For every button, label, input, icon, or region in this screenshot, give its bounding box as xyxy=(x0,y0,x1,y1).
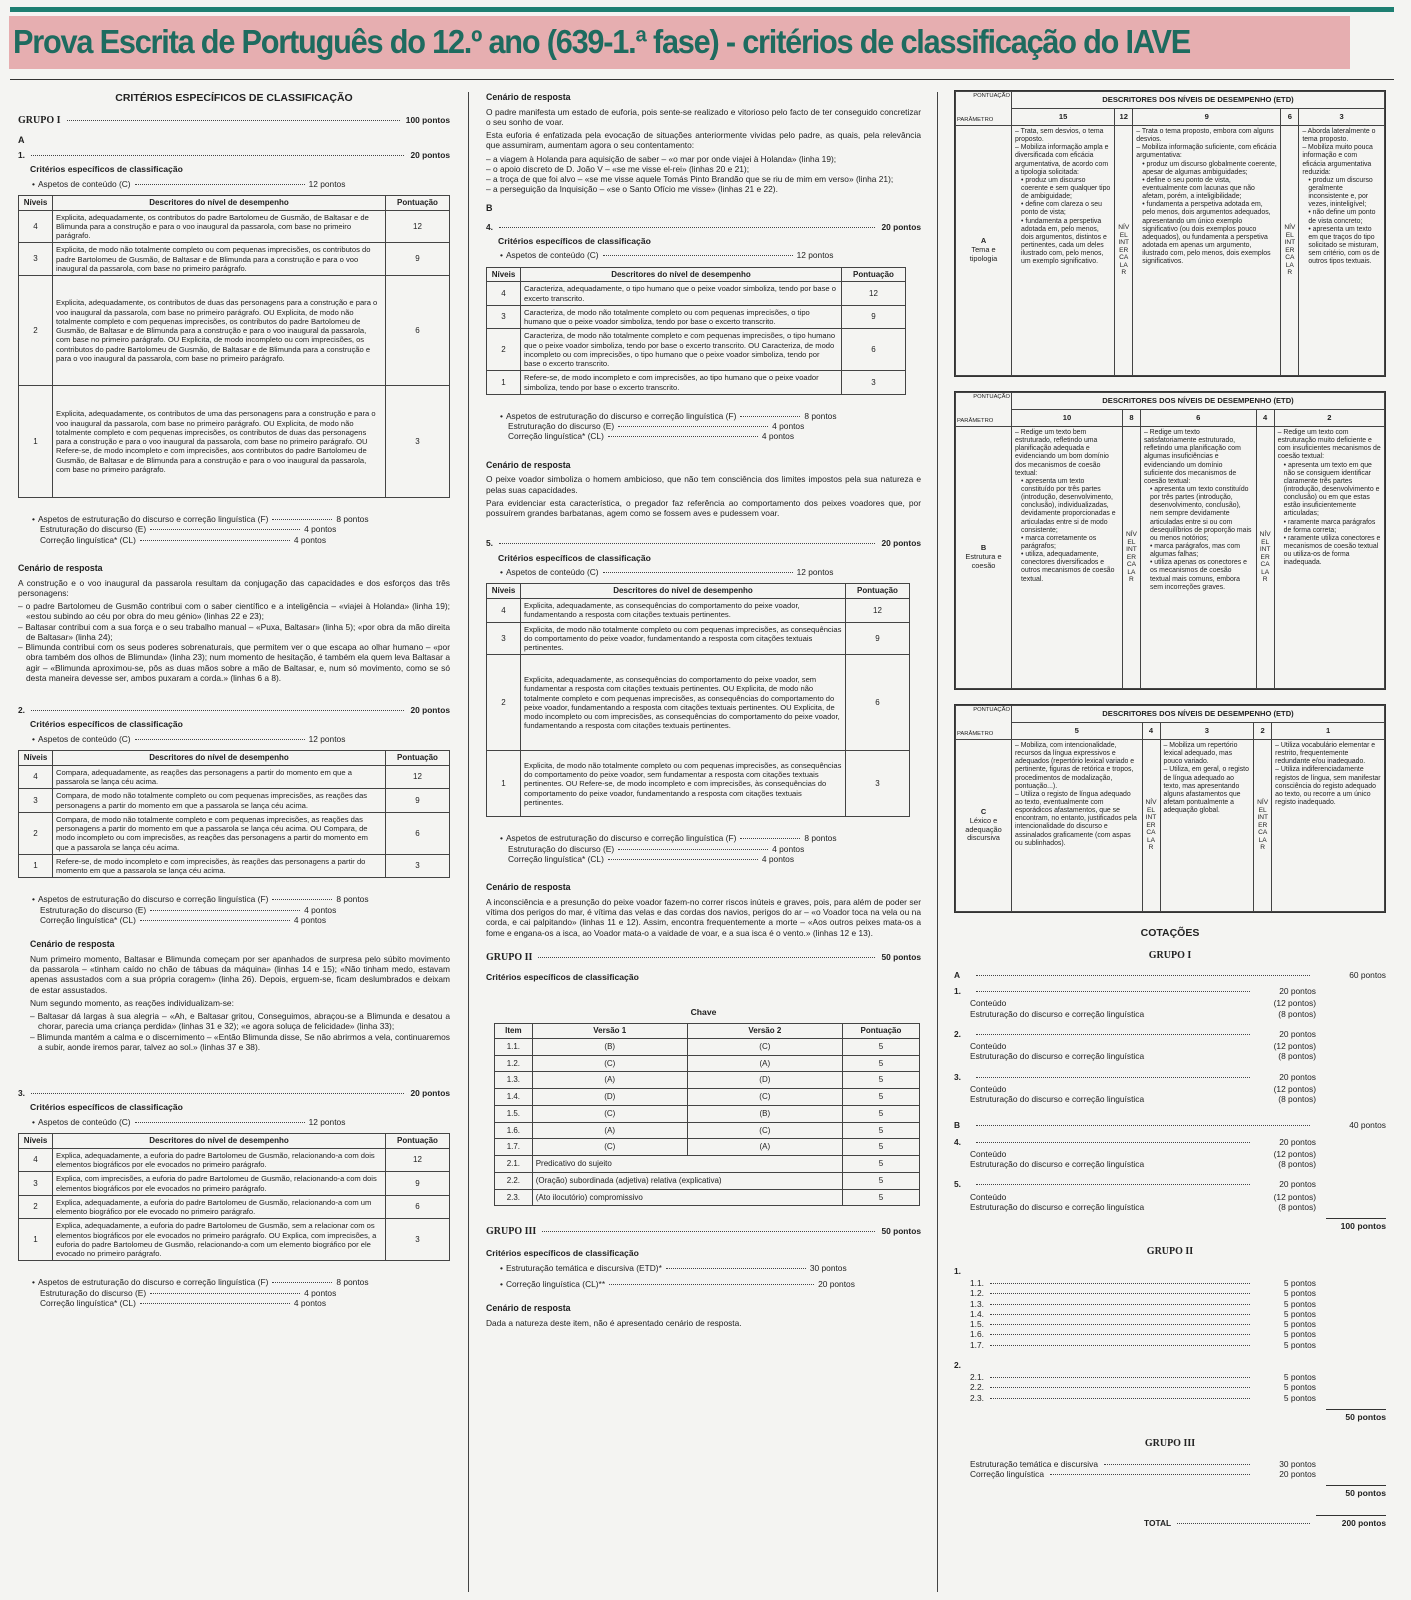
list-item: – Blimunda contribui com os seus poderes sobrenaturais, que permitem ver o que escapa ao olhar humano – «por obra também dos olhos de Blimunda» (linha 23); num momento de hesitação, é também ela quem leva Baltasar a agir – «Blimunda aproximou-se, pôs as duas mãos sobre a mão de Baltasar, e, num só movimento, como se só desta maneira devesse ser, ambos puxaram a corda.» (linhas 6 a 8). xyxy=(18,642,450,683)
col-item: Item xyxy=(495,1024,533,1039)
page-title: Prova Escrita de Português do 12.º ano (639-1.ª fase) - critérios de classificação do IAVE xyxy=(13,23,1191,61)
level-2: 2 xyxy=(1274,410,1384,427)
q1-number: 1. xyxy=(18,149,25,160)
table-row: 1.6. (A) (C) 5 xyxy=(495,1122,920,1139)
content-points: 12 pontos xyxy=(308,733,346,744)
content-points: 12 pontos xyxy=(308,1116,346,1127)
table-row: 3 Explica, com imprecisões, a euforia do padre Bartolomeu de Gusmão, relacionando-a com dois elementos biográficos por ele evocados no primeiro parágrafo. 9 xyxy=(19,1172,450,1196)
level-5: 5 xyxy=(1012,723,1143,740)
list-item: – o apoio discreto de D. João V – «se me visse el-rei» (linhas 20 e 21); xyxy=(486,163,750,174)
estrut-e-label: Estruturação do discurso (E) xyxy=(40,1287,147,1298)
cot-q4: 4. 20 pontos xyxy=(954,1136,1316,1147)
q1-points: 20 pontos xyxy=(410,149,450,160)
col-descritores: Descritores do nível de desempenho xyxy=(53,1134,386,1149)
col-pontuacao: Pontuação xyxy=(386,195,450,210)
table-row: 1.1. (B) (C) 5 xyxy=(495,1038,920,1055)
q4-number: 4. xyxy=(486,221,493,232)
etd-table-c xyxy=(954,704,1386,913)
q4-header xyxy=(486,222,921,232)
q4-scenario-p2: Para evidenciar esta característica, o pregador faz referência ao comportamento dos peixes voadores que, por possuírem grandes barbatanas, agem como se fossem aves e pudessem voar. xyxy=(486,497,921,519)
structure-label: Aspetos de estruturação do discurso e correção linguística (F) xyxy=(37,514,269,525)
col-pontuacao: Pontuação xyxy=(842,1024,919,1039)
etd-header: DESCRITORES DOS NÍVEIS DE DESEMPENHO (ETD) xyxy=(1012,393,1385,410)
q2-estrut-e xyxy=(40,905,450,915)
answer-key-table xyxy=(494,1023,920,1206)
q2-table xyxy=(18,750,450,878)
content-label: Aspetos de conteúdo (C) xyxy=(505,250,599,261)
q2-crit-label: Critérios específicos de classificação xyxy=(30,719,183,730)
cot-row: 1.1. 5 pontos xyxy=(970,1278,1316,1289)
correc-cl-points: 4 pontos xyxy=(761,431,795,442)
table-row: 2 Caracteriza, de modo não totalmente completo e com pequenas imprecisões, o tipo humano que o peixe voador simboliza, tendo por base o excerto transcrito. OU Caracteriza, de modo incompleto ou com imprecisões, o tipo humano que o peixe voador simboliza, tendo por base o excerto transcrito. 6 xyxy=(487,329,906,371)
pontuacao-label: PONTUAÇÃO xyxy=(973,394,1010,400)
q3-crit-label: Critérios específicos de classificação xyxy=(30,1102,183,1113)
q4-content-aspect: • Aspetos de conteúdo (C) 12 pontos xyxy=(500,250,834,261)
q5-table xyxy=(486,583,910,817)
crit-name: Estrutura e coesão xyxy=(965,552,1002,570)
crit-letter: C xyxy=(980,807,987,817)
estrut-e-label: Estruturação do discurso (E) xyxy=(508,843,615,854)
level-3: 3 xyxy=(1160,723,1254,740)
correc-cl-points: 4 pontos xyxy=(293,914,327,925)
column-1 xyxy=(18,88,450,1593)
level-6: 6 xyxy=(1140,410,1256,427)
criterion-b xyxy=(956,427,1012,689)
correc-cl-points: 4 pontos xyxy=(293,1297,327,1308)
col-pontuacao: Pontuação xyxy=(386,1134,450,1149)
q4-table xyxy=(486,267,906,395)
estrut-e-points: 4 pontos xyxy=(304,524,337,535)
correc-cl-label: Correção linguística* (CL) xyxy=(508,431,604,442)
q4-estrut-e xyxy=(508,421,921,431)
cot-row: 2.1. 5 pontos xyxy=(970,1372,1316,1383)
q1-crit-label: Critérios específicos de classificação xyxy=(30,164,183,175)
structure-points: 8 pontos xyxy=(336,894,369,905)
col-niveis: Níveis xyxy=(19,751,53,766)
grupo3-cl: • Correção linguística (CL)** 20 pontos xyxy=(500,1279,855,1290)
q2-correc-cl xyxy=(40,915,450,925)
level-8: 8 xyxy=(1122,410,1140,427)
grupo3-scenario-text: Dada a natureza deste item, não é apresentado cenário de resposta. xyxy=(486,1318,742,1329)
q1-structure-aspect: • Aspetos de estruturação do discurso e correção linguística (F) 8 pontos xyxy=(32,514,369,525)
q1-scenario-intro: A construção e o voo inaugural da passarola resultam da conjugação das capacidades e dos esforços das três personagens: xyxy=(18,577,450,598)
grupo2-crit-label: Critérios específicos de classificação xyxy=(486,972,639,983)
structure-label: Aspetos de estruturação do discurso e correção linguística (F) xyxy=(505,833,737,844)
q3-correc-cl xyxy=(40,1298,450,1308)
nivel-intercalar: NÍVEL INTERCALAR xyxy=(1256,427,1274,689)
pontuacao-label: PONTUAÇÃO xyxy=(973,93,1010,99)
table-row: 4 Explicita, adequadamente, os contributos do padre Bartolomeu de Gusmão, de Baltasar e de Blimunda para a construção e para o voo inaugural da passarola, com base no primeiro parágrafo. 12 xyxy=(19,210,450,243)
table-row: 1 Explica, adequadamente, a euforia do padre Bartolomeu de Gusmão, sem a relacionar com os elementos biográficos por ele evocados no primeiro parágrafo. OU Explica, com imprecisões, a euforia do padre Bartolomeu de Gusmão, relacionando-a com um elemento biográfico por ele evocado no primeiro parágrafo. 3 xyxy=(19,1219,450,1261)
col-niveis: Níveis xyxy=(19,1134,53,1149)
col-descritores: Descritores do nível de desempenho xyxy=(521,584,846,599)
structure-points: 8 pontos xyxy=(336,1277,369,1288)
q4-structure-aspect: • Aspetos de estruturação do discurso e correção linguística (F) 8 pontos xyxy=(500,410,837,421)
list-item: – a viagem à Holanda para aquisição de saber – «o mar por onde viajei à Holanda» (linha 19); xyxy=(486,153,837,164)
column-3 xyxy=(954,88,1386,1593)
table-row: 3 Explicita, de modo não totalmente completo ou com pequenas imprecisões, as consequências do comportamento do peixe voador, fundamentando a resposta com citações textuais pertinentes. 9 xyxy=(487,622,910,655)
grupo2-points: 50 pontos xyxy=(881,951,921,962)
structure-points: 8 pontos xyxy=(804,410,837,421)
crit-letter: B xyxy=(980,543,987,553)
level-desc: – Aborda lateralmente o tema proposto. – Mobiliza muito pouca informação e com eficácia argumentativa reduzida: • produz um discurso geralmente inconsistente e, por vezes, ininteligível; • não define um ponto de vista concreto; • apresenta um texto em que traços do tipo solicitado se misturam, sem critério, com os de outros tipos textuais. xyxy=(1299,126,1385,376)
level-10: 10 xyxy=(1012,410,1123,427)
table-row: 3 Explicita, de modo não totalmente completo ou com pequenas imprecisões, os contributos do padre Bartolomeu de Gusmão, de Baltasar e de Blimunda para a construção e para o voo inaugural da passarola, com base no primeiro parágrafo. 9 xyxy=(19,243,450,276)
cot-g1-total: 100 pontos xyxy=(1326,1218,1386,1231)
cotacoes xyxy=(954,927,1386,1528)
nivel-intercalar: NÍVEL INTERCALAR xyxy=(1142,740,1160,912)
q2-content-aspect: • Aspetos de conteúdo (C) 12 pontos xyxy=(32,733,346,744)
table-row: 1 Refere-se, de modo incompleto e com imprecisões, às reações das personagens a partir do momento em que a passarola se lança céu acima. 3 xyxy=(19,854,450,878)
q3-content-aspect: • Aspetos de conteúdo (C) 12 pontos xyxy=(32,1116,346,1127)
cotacoes-title: COTAÇÕES xyxy=(1140,927,1200,939)
q3-scenario-title: Cenário de resposta xyxy=(486,92,571,102)
cot-g2-2: 2. xyxy=(954,1359,961,1370)
list-item: – a troça de que foi alvo – «se me visse aquele Tomás Pinto Brandão que se riu de mim em verso» (linha 21); xyxy=(486,174,894,185)
level-15: 15 xyxy=(1012,109,1115,126)
level-desc: – Mobiliza um repertório lexical adequado, mas pouco variado. – Utiliza, em geral, o registo de língua adequado ao texto, mas apresentando alguns afastamentos que afetam pontualmente a adequação global. xyxy=(1160,740,1254,912)
cot-row: 1.5. 5 pontos xyxy=(970,1319,1316,1330)
grupo1-points: 100 pontos xyxy=(405,114,450,125)
col-descritores: Descritores do nível de desempenho xyxy=(53,751,386,766)
structure-label: Aspetos de estruturação do discurso e correção linguística (F) xyxy=(505,410,737,421)
q1-table xyxy=(18,195,450,498)
table-row: 2.3. (Ato ilocutório) compromissivo 5 xyxy=(495,1189,920,1206)
top-accent-line xyxy=(10,7,1394,12)
parametro-label: PARÂMETRO xyxy=(957,418,994,425)
nivel-intercalar: NÍVEL INTERCALAR xyxy=(1122,427,1140,689)
q3-scenario-p2: Esta euforia é enfatizada pela evocação de situações anteriormente vividas pelo padre, as quais, pela relevância que assumiram, aumentam agora o seu contentamento: xyxy=(486,130,921,151)
table-row: 3 Caracteriza, de modo não totalmente completo ou com pequenas imprecisões, o tipo humano que o peixe voador simboliza, tendo por base o excerto transcrito. 9 xyxy=(487,305,906,329)
level-desc: – Trata o tema proposto, embora com alguns desvios. – Mobiliza informação suficiente, com eficácia argumentativa: • produz um discurso globalmente coerente, apesar de algumas ambiguidades; • define o seu ponto de vista, eventualmente com lacunas que não afetam, porém, a inteligibilidade; • fundamenta a perspetiva adotada em, pelo menos, dois argumentos adequados, apresentando um único exemplo significativo (ou dois exemplos pouco adequados), ou fundamenta a perspetiva adotada em apenas um argumento, ilustrado com, pelo menos, dois exemplos significativos. xyxy=(1133,126,1281,376)
content-label: Aspetos de conteúdo (C) xyxy=(505,567,599,578)
table-row: 2 Explicita, adequadamente, os contributos de duas das personagens para a construção e para o voo inaugural da passarola, com base no primeiro parágrafo. OU Explicita, de modo não totalmente completo e com pequenas imprecisões, os contributos do padre Bartolomeu de Gusmão, de Baltasar e de Blimunda para a construção e para o voo inaugural da passarola, com base no primeiro parágrafo. OU Explicita, de modo incompleto ou com imprecisões, os contributos do padre Bartolomeu de Gusmão, de Baltasar e de Blimunda para a construção e para o voo inaugural da passarola, com base no primeiro parágrafo. 6 xyxy=(19,276,450,386)
col-niveis: Níveis xyxy=(19,195,53,210)
cot-q3: 3. 20 pontos xyxy=(954,1071,1316,1082)
cot-g3-cl: Correção linguística 20 pontos xyxy=(970,1468,1316,1479)
q3-structure-aspect: • Aspetos de estruturação do discurso e correção linguística (F) 8 pontos xyxy=(32,1277,369,1288)
estrut-e-points: 4 pontos xyxy=(772,843,805,854)
level-4: 4 xyxy=(1142,723,1160,740)
parametro-label: PARÂMETRO xyxy=(957,117,994,124)
cot-q1-c: Conteúdo (12 pontos) xyxy=(970,998,1316,1009)
correc-cl-label: Correção linguística* (CL) xyxy=(40,534,136,545)
cot-total: TOTAL 200 pontos xyxy=(954,1515,1386,1528)
cot-q4-e: Estruturação do discurso e correção linguística (8 pontos) xyxy=(970,1159,1316,1170)
table-row: 1.7. (C) (A) 5 xyxy=(495,1139,920,1156)
cot-q1: 1. 20 pontos xyxy=(954,986,1316,997)
cot-g2-1: 1. xyxy=(954,1265,961,1276)
list-item: – Blimunda mantém a calma e o discernimento – «Então Blimunda disse, Se não abrirmos a vela, continuaremos a subir, aonde iremos parar, talvez ao sol.» (linhas 37 e 38). xyxy=(30,1031,450,1052)
table-row: 1 Refere-se, de modo incompleto e com imprecisões, ao tipo humano que o peixe voador simboliza, tendo por base o excerto transcrito. 3 xyxy=(487,371,906,395)
grupo1-label: GRUPO I xyxy=(18,114,61,126)
q2-scenario-list xyxy=(30,1011,450,1052)
cot-q4-c: Conteúdo (12 pontos) xyxy=(970,1148,1316,1159)
nivel-intercalar: NÍVEL INTERCALAR xyxy=(1115,126,1133,376)
q4-points: 20 pontos xyxy=(881,221,921,232)
q1-scenario-list xyxy=(18,601,450,683)
estrut-e-points: 4 pontos xyxy=(304,904,337,915)
etd-label: Estruturação temática e discursiva (ETD)* xyxy=(505,1262,662,1273)
level-desc: – Utiliza vocabulário elementar e restrito, frequentemente redundante e/ou inadequado. – Utiliza indiferenciadamente registos de língua, sem manifestar consciência do registo adequado ao texto, ou recorre a um único registo inadequado. xyxy=(1272,740,1385,912)
estrut-e-label: Estruturação do discurso (E) xyxy=(40,524,147,535)
estrut-e-label: Estruturação do discurso (E) xyxy=(508,421,615,432)
parametro-label: PARÂMETRO xyxy=(957,731,994,738)
q1-scenario-title: Cenário de resposta xyxy=(18,562,103,573)
table-row: 1.5. (C) (B) 5 xyxy=(495,1105,920,1122)
content-label: Aspetos de conteúdo (C) xyxy=(37,1116,131,1127)
q3-scenario-list xyxy=(486,154,921,195)
etd-header: DESCRITORES DOS NÍVEIS DE DESEMPENHO (ETD) xyxy=(1012,706,1385,723)
cot-q3-e: Estruturação do discurso e correção linguística (8 pontos) xyxy=(970,1094,1316,1105)
cot-row: 1.7. 5 pontos xyxy=(970,1339,1316,1350)
level-desc: – Trata, sem desvios, o tema proposto. – Mobiliza informação ampla e diversificada com eficácia argumentativa, de acordo com a tipologia solicitada: • produz um discurso coerente e sem qualquer tipo de ambiguidade; • define com clareza o seu ponto de vista; • fundamenta a perspetiva adotada em, pelo menos, dois argumentos, distintos e pertinentes, cada um deles ilustrado com, pelo menos, um exemplo significativo. xyxy=(1012,126,1115,376)
cot-a: A 60 pontos xyxy=(954,969,1386,980)
nivel-intercalar: NÍVEL INTERCALAR xyxy=(1281,126,1299,376)
q5-scenario-title: Cenário de resposta xyxy=(486,882,571,893)
estrut-e-points: 4 pontos xyxy=(304,1287,337,1298)
q2-scenario-p2: Num segundo momento, as reações individualizam-se: xyxy=(30,997,234,1008)
grupo3-points: 50 pontos xyxy=(881,1226,921,1237)
q2-points: 20 pontos xyxy=(410,705,450,716)
cot-b: B 40 pontos xyxy=(954,1120,1386,1131)
q5-estrut-e xyxy=(508,844,921,854)
cot-grupo3: GRUPO III xyxy=(1144,1438,1196,1450)
grupo2-header xyxy=(486,952,921,964)
column-divider-2 xyxy=(937,92,938,1592)
content-points: 12 pontos xyxy=(796,567,834,578)
table-row: 1.3. (A) (D) 5 xyxy=(495,1072,920,1089)
param-cell xyxy=(956,393,1012,427)
list-item: – Baltasar contribui com a sua força e o seu trabalho manual – «Puxa, Baltasar» (linha 5); «por obra da mão direita de Baltasar» (linha 24); xyxy=(18,621,450,642)
structure-label: Aspetos de estruturação do discurso e correção linguística (F) xyxy=(37,1277,269,1288)
q3-table xyxy=(18,1133,450,1261)
correc-cl-points: 4 pontos xyxy=(293,534,327,545)
level-desc: – Redige um texto satisfatoriamente estruturado, refletindo uma planificação com algumas insuficiências e evidenciando um domínio suficiente dos mecanismos de coesão textual: • apresenta um texto constituído por três partes (introdução, desenvolvimento, conclusão), nem sempre devidamente articuladas entre si ou com desequilíbrios de proporção mais ou menos notórios; • marca parágrafos, mas com algumas falhas; • utiliza apenas os conectores e os mecanismos de coesão textual mais comuns, embora sem incorreções graves. xyxy=(1140,427,1256,689)
q2-structure-aspect: • Aspetos de estruturação do discurso e correção linguística (F) 8 pontos xyxy=(32,894,369,905)
table-row: 1.4. (D) (C) 5 xyxy=(495,1089,920,1106)
q4-crit-label: Critérios específicos de classificação xyxy=(498,235,651,246)
grupo3-scenario-title: Cenário de resposta xyxy=(486,1303,571,1314)
column-divider-1 xyxy=(468,92,469,1592)
q5-crit-label: Critérios específicos de classificação xyxy=(498,552,651,563)
level-desc: – Redige um texto com estruturação muito deficiente e com insuficientes mecanismos de coesão textual: • apresenta um texto em que não se consiguem identificar claramente três partes (introdução, desenvolvimento e conclusão) ou em que estas estão insuficientemente articuladas; • raramente marca parágrafos de forma correta; • raramente utiliza conectores e mecanismos de coesão textual ou utiliza-os de forma inadequada. xyxy=(1274,427,1384,689)
table-row: 3 Compara, de modo não totalmente completo ou com pequenas imprecisões, as reações das personagens a partir do momento em que a passarola se lança céu acima. 9 xyxy=(19,789,450,813)
column-2 xyxy=(486,88,921,1593)
table-row: 1 Explicita, adequadamente, os contributos de uma das personagens para a construção e para o voo inaugural da passarola, com base no primeiro parágrafo. OU Explicita, de modo não totalmente completo e com pequenas imprecisões, os contributos de duas das personagens para a construção e para o voo inaugural da passarola, com base no primeiro parágrafo. OU Refere-se, de modo incompleto e com imprecisões, aos contributos do padre Bartolomeu de Gusmão, de Baltasar e de Blimunda para a construção e para o voo inaugural da passarola, com base no primeiro parágrafo. 3 xyxy=(19,386,450,498)
estrut-e-label: Estruturação do discurso (E) xyxy=(40,904,147,915)
q3-header xyxy=(18,1088,450,1098)
q4-correc-cl xyxy=(508,431,921,441)
q3-estrut-e xyxy=(40,1288,450,1298)
list-item: – Baltasar dá largas à sua alegria – «Ah, e Baltasar gritou, Conseguimos, abraçou-se a Blimunda e desatou a chorar, parecia uma criança perdida» (linhas 31 e 32); «e agora soluça de felicidade» (linha 33); xyxy=(30,1011,450,1032)
table-row: 4 Explicita, adequadamente, as consequências do comportamento do peixe voador, fundamentando a resposta com citações textuais pertinentes. 12 xyxy=(487,599,910,623)
q3-points: 20 pontos xyxy=(410,1088,450,1099)
table-row: 2 Explica, adequadamente, a euforia do padre Bartolomeu de Gusmão, relacionando-a com um elemento biográfico por ele evocado no primeiro parágrafo. 6 xyxy=(19,1195,450,1219)
grupo3-crit-label: Critérios específicos de classificação xyxy=(486,1248,639,1259)
level-12: 12 xyxy=(1115,109,1133,126)
correc-cl-points: 4 pontos xyxy=(761,853,795,864)
title-banner xyxy=(9,16,1350,69)
content-points: 12 pontos xyxy=(308,178,346,189)
cot-row: 1.6. 5 pontos xyxy=(970,1329,1316,1340)
col-versao2: Versão 2 xyxy=(687,1024,842,1039)
q3-number: 3. xyxy=(18,1088,25,1099)
content-points: 12 pontos xyxy=(796,250,834,261)
nivel-intercalar: NÍVEL INTERCALAR xyxy=(1254,740,1272,912)
level-2: 2 xyxy=(1254,723,1272,740)
col-niveis: Níveis xyxy=(487,584,521,599)
level-4: 4 xyxy=(1256,410,1274,427)
crit-name: Tema e tipologia xyxy=(969,245,998,263)
grupo1-header xyxy=(18,115,450,127)
q1-correc-cl xyxy=(40,535,450,545)
etd-header: DESCRITORES DOS NÍVEIS DE DESEMPENHO (ETD) xyxy=(1012,92,1385,109)
correc-cl-label: Correção linguística* (CL) xyxy=(40,914,136,925)
cl-points: 20 pontos xyxy=(818,1279,855,1290)
q2-number: 2. xyxy=(18,705,25,716)
level-desc: – Mobiliza, com intencionalidade, recursos da língua expressivos e adequados (repertório lexical variado e pertinente, figuras de retórica e tropos, procedimentos de modalização, pontuação...). – Utiliza o registo de língua adequado ao texto, eventualmente com esporádicos afastamentos, que se encontram, no entanto, justificados pela intencionalidade do discurso e assinalados graficamente (com aspas ou sublinhados). xyxy=(1012,740,1143,912)
table-row: 1.2. (C) (A) 5 xyxy=(495,1055,920,1072)
structure-label: Aspetos de estruturação do discurso e correção linguística (F) xyxy=(37,894,269,905)
col-versao1: Versão 1 xyxy=(532,1024,687,1039)
crit-letter: A xyxy=(980,236,987,246)
cot-row: 1.3. 5 pontos xyxy=(970,1298,1316,1309)
q1-estrut-e xyxy=(40,524,450,534)
grupo3-header xyxy=(486,1226,921,1238)
table-row: 4 Caracteriza, adequadamente, o tipo humano que o peixe voador simboliza, tendo por base o excerto transcrito. 12 xyxy=(487,282,906,306)
cot-row: 1.4. 5 pontos xyxy=(970,1308,1316,1319)
table-row: 4 Explica, adequadamente, a euforia do padre Bartolomeu de Gusmão, relacionando-a com dois elementos biográficos por ele evocados no primeiro parágrafo. 12 xyxy=(19,1148,450,1172)
cot-grupo1: GRUPO I xyxy=(1148,949,1192,961)
grupo3-etd: • Estruturação temática e discursiva (ETD)* 30 pontos xyxy=(500,1262,847,1273)
grupo3-label: GRUPO III xyxy=(486,1226,537,1238)
table-row: 2 Compara, de modo não totalmente completo e com pequenas imprecisões, as reações das personagens a partir do momento em que a passarola se lança céu acima. OU Compara, de modo incompleto ou com imprecisões, as reações das personagens a partir do momento em que a passarola se lança céu acima. 6 xyxy=(19,812,450,854)
cot-g3-total: 50 pontos xyxy=(1326,1485,1386,1498)
cot-row: 2.2. 5 pontos xyxy=(970,1382,1316,1393)
col-pontuacao: Pontuação xyxy=(386,751,450,766)
col-descritores: Descritores do nível de desempenho xyxy=(53,195,386,210)
q2-scenario-title: Cenário de resposta xyxy=(30,939,115,950)
cot-q2: 2. 20 pontos xyxy=(954,1028,1316,1039)
table-row: 2.1. Predicativo do sujeito 5 xyxy=(495,1156,920,1173)
q3-scenario-p1: O padre manifesta um estado de euforia, pois sente-se realizado e vitorioso pelo facto de ter conseguido concretizar o seu sonho de voar. xyxy=(486,106,921,127)
cot-q5: 5. 20 pontos xyxy=(954,1179,1316,1190)
col-pontuacao: Pontuação xyxy=(846,584,910,599)
structure-points: 8 pontos xyxy=(804,833,837,844)
etd-table-b xyxy=(954,391,1386,690)
crit-name: Léxico e adequação discursiva xyxy=(965,815,1002,843)
title-underline xyxy=(10,79,1394,80)
table-row: 1 Explicita, de modo não totalmente completo ou com pequenas imprecisões, as consequências do comportamento do peixe voador, sem fundamentar a resposta com citações textuais pertinentes. OU Refere-se, de modo incompleto e com imprecisões, às consequências do comportamento do peixe voador, fundamentando a resposta com citações textuais pertinentes. 3 xyxy=(487,751,910,817)
cot-q3-c: Conteúdo (12 pontos) xyxy=(970,1083,1316,1094)
q5-correc-cl xyxy=(508,854,921,864)
grupo2-label: GRUPO II xyxy=(486,951,533,963)
level-desc: – Redige um texto bem estruturado, refletindo uma planificação adequada e evidenciando um bom domínio dos mecanismos de coesão textual: • apresenta um texto constituído por três partes (introdução, desenvolvimento, conclusão), individualizadas, devidamente proporcionadas e articuladas entre si de modo consistente; • marca corretamente os parágrafos; • utiliza, adequadamente, conectores diversificados e outros mecanismos de coesão textual. xyxy=(1012,427,1123,689)
q5-scenario-p1: A inconsciência e a presunção do peixe voador fazem-no correr riscos inúteis e graves, pois, para além de poder ser vítima dos perigos do mar, é vítima das velas e das cordas dos navios, perigos do ar – «o Voador toca na vela ou na corda, e cai palpitando» (linhas 11 e 12). Assim, encontra frequentemente a morte – «Aos outros peixes mata-os a fome e engana-os a isca, ao Voador mata-o a vaidade de voar, e a sua isca é o vento.» (linhas 12 e 13). xyxy=(486,896,921,938)
q1-header xyxy=(18,150,450,160)
content-label: Aspetos de conteúdo (C) xyxy=(37,178,131,189)
q1-content-aspect: • Aspetos de conteúdo (C) 12 pontos xyxy=(32,178,346,189)
q5-header xyxy=(486,538,921,548)
col-pontuacao: Pontuação xyxy=(842,267,906,282)
cot-grupo2: GRUPO II xyxy=(1146,1245,1194,1257)
list-item: – a perseguição da Inquisição – «se o Santo Ofício me visse» (linhas 21 e 22). xyxy=(486,184,778,195)
part-b-label: B xyxy=(486,202,493,213)
table-row: 2.2. (Oração) subordinada (adjetiva) relativa (explicativa) 5 xyxy=(495,1172,920,1189)
q5-number: 5. xyxy=(486,538,493,549)
part-a-label: A xyxy=(18,134,25,145)
pontuacao-label: PONTUAÇÃO xyxy=(973,707,1010,713)
list-item: – o padre Bartolomeu de Gusmão contribui com o saber científico e a inteligência – «viajei à Holanda» (linha 19); «estou subindo ao céu por obra do meu génio» (linhas 22 e 23); xyxy=(18,601,450,622)
level-3: 3 xyxy=(1299,109,1385,126)
criterion-a xyxy=(956,126,1012,376)
cot-q1-e: Estruturação do discurso e correção linguística (8 pontos) xyxy=(970,1008,1316,1019)
param-cell xyxy=(956,92,1012,126)
content-label: Aspetos de conteúdo (C) xyxy=(37,733,131,744)
q4-scenario-p1: O peixe voador simboliza o homem ambicioso, que não tem consciência dos limites impostos pela sua natureza e pelas suas capacidades. xyxy=(486,474,921,495)
section-heading: CRITÉRIOS ESPECÍFICOS DE CLASSIFICAÇÃO xyxy=(115,92,353,104)
param-cell xyxy=(956,706,1012,740)
cot-row: 1.2. 5 pontos xyxy=(970,1288,1316,1299)
cot-q5-c: Conteúdo (12 pontos) xyxy=(970,1191,1316,1202)
correc-cl-label: Correção linguística* (CL) xyxy=(508,853,604,864)
criterion-c xyxy=(956,740,1012,912)
q5-content-aspect: • Aspetos de conteúdo (C) 12 pontos xyxy=(500,567,834,578)
correc-cl-label: Correção linguística* (CL) xyxy=(40,1297,136,1308)
etd-table-a xyxy=(954,90,1386,377)
cot-q2-c: Conteúdo (12 pontos) xyxy=(970,1041,1316,1052)
level-9: 9 xyxy=(1133,109,1281,126)
cot-g2-total: 50 pontos xyxy=(1326,1409,1386,1422)
level-1: 1 xyxy=(1272,723,1385,740)
chave-label: Chave xyxy=(690,1006,717,1017)
cot-g3-etd: Estruturação temática e discursiva 30 pontos xyxy=(970,1458,1316,1469)
structure-points: 8 pontos xyxy=(336,514,369,525)
cot-q5-e: Estruturação do discurso e correção linguística (8 pontos) xyxy=(970,1201,1316,1212)
table-row: 4 Compara, adequadamente, as reações das personagens a partir do momento em que a passarola se lança céu acima. 12 xyxy=(19,765,450,789)
table-row: 2 Explicita, adequadamente, as consequências do comportamento do peixe voador, sem fundamentar a resposta com citações textuais pertinentes. OU Explicita, de modo não totalmente completo e com pequenas imprecisões, as consequências do comportamento do peixe voador, fundamentando a resposta com citações textuais pertinentes. OU Explicita, de modo incompleto ou com imprecisões, as consequências do comportamento do peixe voador, fundamentando a resposta com citações textuais pertinentes. 6 xyxy=(487,655,910,751)
q5-points: 20 pontos xyxy=(881,538,921,549)
q4-scenario-title: Cenário de resposta xyxy=(486,459,571,470)
q2-scenario-p1: Num primeiro momento, Baltasar e Blimunda começam por ser apanhados de surpresa pelo súbito movimento da passarola – «tinham caído no chão de tábuas da máquina» (linhas 14 e 15); «Não tinham medo, estavam apenas assustados com a sua própria coragem» (linha 26). Depois, erguem-se, ficam deslumbrados e deixam de estar assustados. xyxy=(30,953,450,995)
cot-q2-e: Estruturação do discurso e correção linguística (8 pontos) xyxy=(970,1051,1316,1062)
col-descritores: Descritores do nível de desempenho xyxy=(521,267,842,282)
cl-label: Correção linguística (CL)** xyxy=(505,1279,606,1290)
col-niveis: Níveis xyxy=(487,267,521,282)
estrut-e-points: 4 pontos xyxy=(772,421,805,432)
q2-header xyxy=(18,705,450,715)
q5-structure-aspect: • Aspetos de estruturação do discurso e correção linguística (F) 8 pontos xyxy=(500,833,837,844)
etd-points: 30 pontos xyxy=(809,1262,847,1273)
cot-row: 2.3. 5 pontos xyxy=(970,1392,1316,1403)
level-6: 6 xyxy=(1281,109,1299,126)
